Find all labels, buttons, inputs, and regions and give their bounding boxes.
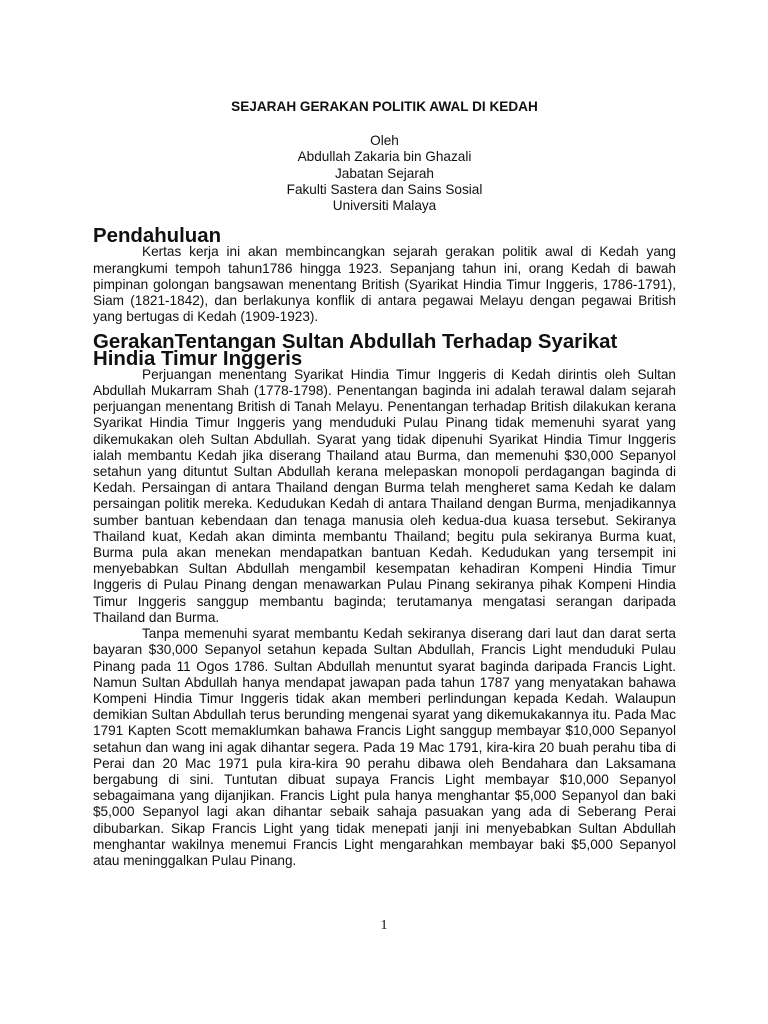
- document-page: [93, 99, 676, 869]
- section-heading: Pendahuluan: [93, 225, 222, 248]
- section-heading: GerakanTentangan Sultan Abdullah Terhadap Syarikat Hindia Timur Inggeris: [93, 331, 618, 370]
- page-number: 1: [380, 918, 388, 933]
- byline-university: Universiti Malaya: [332, 198, 437, 214]
- section-gerakan-tentangan: [93, 331, 676, 869]
- document-title: SEJARAH GERAKAN POLITIK AWAL DI KEDAH: [231, 99, 538, 114]
- byline-by: Oleh: [370, 133, 399, 149]
- byline-department: Jabatan Sejarah: [334, 165, 434, 181]
- paragraph: Kertas kerja ini akan membincangkan sejarah gerakan politik awal di Kedah yang merangkumi tempoh tahun1786 hingga 1923. Sepanjang tahun ini, orang Kedah di bawah pimpinan golongan bangsawan menentang British (Syarikat Hindia Timur Inggeris, 1786-1791), Siam (1821-1842), dan berlakunya konflik di antara pegawai Melayu dengan pegawai British yang bertugas di Kedah (1909-1923).: [93, 244, 676, 325]
- byline-faculty: Fakulti Sastera dan Sains Sosial: [286, 181, 483, 197]
- paragraph: Tanpa memenuhi syarat membantu Kedah sekiranya diserang dari laut dan darat serta bayaran $30,000 Sepanyol setahun kepada Sultan Abdullah, Francis Light menduduki Pulau Pinang pada 11 Ogos 1786. Sultan Abdullah menuntut syarat baginda daripada Francis Light. Namun Sultan Abdullah hanya mendapat jawapan pada tahun 1787 yang menyatakan bahawa Kompeni Hindia Timur Inggeris tidak akan memberi perlindungan kepada Kedah. Walaupun demikian Sultan Abdullah terus berunding mengenai syarat yang dikemukakannya itu. Pada Mac 1791 Kapten Scott memaklumkan bahawa Francis Light sanggup membayar $10,000 Sepanyol setahun dan wang ini agak dihantar segera. Pada 19 Mac 1791, kira-kira 20 buah perahu tiba di Perai dan 20 Mac 1971 pula kira-kira 90 perahu dibawa oleh Bendahara dan Laksamana bergabung di sini. Tuntutan dibuat supaya Francis Light membayar $10,000 Sepanyol sebagaimana yang dijanjikan. Francis Light pula hanya menghantar $5,000 Sepanyol dan baki $5,000 Sepanyol lagi akan dihantar sebaik sahaja pasuakan yang ada di Seberang Perai dibubarkan. Sikap Francis Light yang tidak menepati janji ini menyebabkan Sultan Abdullah menghantar wakilnya menemui Francis Light mengarahkan membayar baki $5,000 Sepanyol atau meninggalkan Pulau Pinang.: [93, 626, 676, 868]
- paragraph: Perjuangan menentang Syarikat Hindia Timur Inggeris di Kedah dirintis oleh Sultan Abdullah Mukarram Shah (1778-1798). Penentangan baginda ini adalah terawal dalam sejarah perjuangan menentang British di Tanah Melayu. Penentangan terhadap British dilakukan kerana Syarikat Hindia Timur Inggeris yang menduduki Pulau Pinang tidak memenuhi syarat yang dikemukakan oleh Sultan Abdullah. Syarat yang tidak dipenuhi Syarikat Hindia Timur Inggeris ialah membantu Kedah jika diserang Thailand atau Burma, dan memenuhi $30,000 Sepanyol setahun yang dituntut Sultan Abdullah kerana melepaskan monopoli perdagangan baginda di Kedah. Persaingan di antara Thailand dengan Burma telah mengheret sama Kedah ke dalam persaingan politik mereka. Kedudukan Kedah di antara Thailand dengan Burma, menjadikannya sumber bantuan kebendaan dan tenaga manusia oleh kedua-dua kuasa tersebut. Sekiranya Thailand kuat, Kedah akan diminta membantu Thailand; begitu pula sekiranya Burma kuat, Burma pula akan menekan mendapatkan bantuan Kedah. Kedudukan yang tersempit ini menyebabkan Sultan Abdullah mengambil kesempatan kehadiran Kompeni Hindia Timur Inggeris di Pulau Pinang dengan menawarkan Pulau Pinang sekiranya pihak Kompeni Hindia Timur Inggeris sanggup membantu baginda; terutamanya mengatasi serangan daripada Thailand dan Burma.: [93, 366, 676, 625]
- byline: [93, 133, 676, 214]
- byline-author: Abdullah Zakaria bin Ghazali: [297, 149, 472, 165]
- section-pendahuluan: [93, 225, 676, 325]
